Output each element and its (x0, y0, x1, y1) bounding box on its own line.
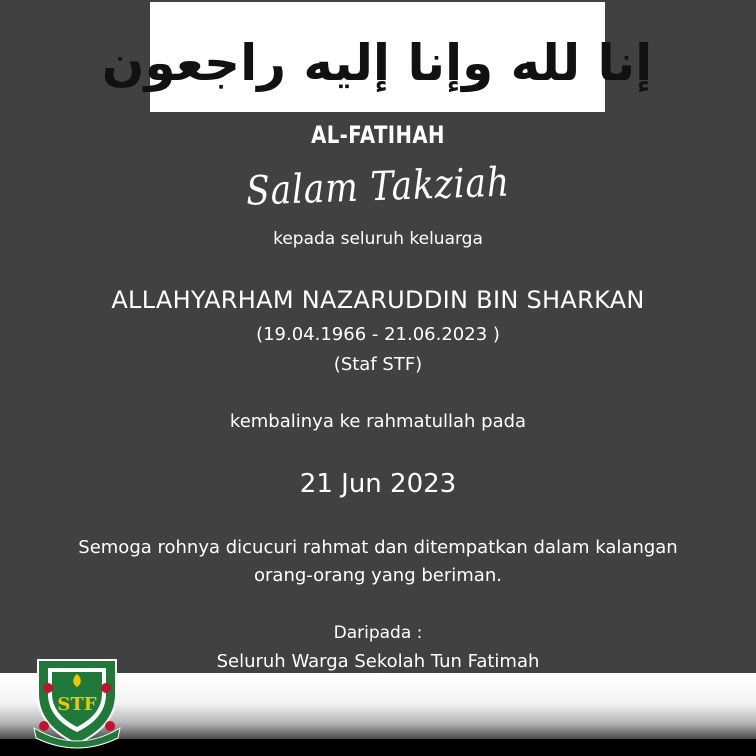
deceased-role: (Staf STF) (333, 354, 423, 375)
school-crest-icon (30, 654, 124, 750)
arabic-calligraphy-banner (101, 2, 653, 112)
passing-text: kembalinya ke rahmatullah pada (229, 411, 527, 432)
from-label: Daripada : (333, 623, 423, 643)
passing-date: 21 Jun 2023 (299, 469, 457, 499)
logo-text: STF (57, 694, 97, 715)
prayer-line-1: Semoga rohnya dicucuri rahmat dan ditempatkan dalam kalangan (78, 537, 678, 558)
prayer-line-2: orang-orang yang beriman. (254, 565, 502, 586)
title-salam-takziah: Salam Takziah (245, 159, 511, 215)
from-sender: Seluruh Warga Sekolah Tun Fatimah (216, 651, 540, 672)
arabic-calligraphy (101, 2, 653, 112)
deceased-dates: (19.04.1966 - 21.06.2023 ) (256, 324, 500, 345)
svg-text:إنا لله وإنا إليه راجعون: إنا لله وإنا إليه راجعون (101, 34, 653, 92)
heading-al-fatihah: AL-FATIHAH (311, 121, 445, 149)
school-logo (30, 654, 124, 750)
intro-text: kepada seluruh keluarga (273, 229, 483, 249)
deceased-name: ALLAHYARHAM NAZARUDDIN BIN SHARKAN (111, 286, 645, 314)
